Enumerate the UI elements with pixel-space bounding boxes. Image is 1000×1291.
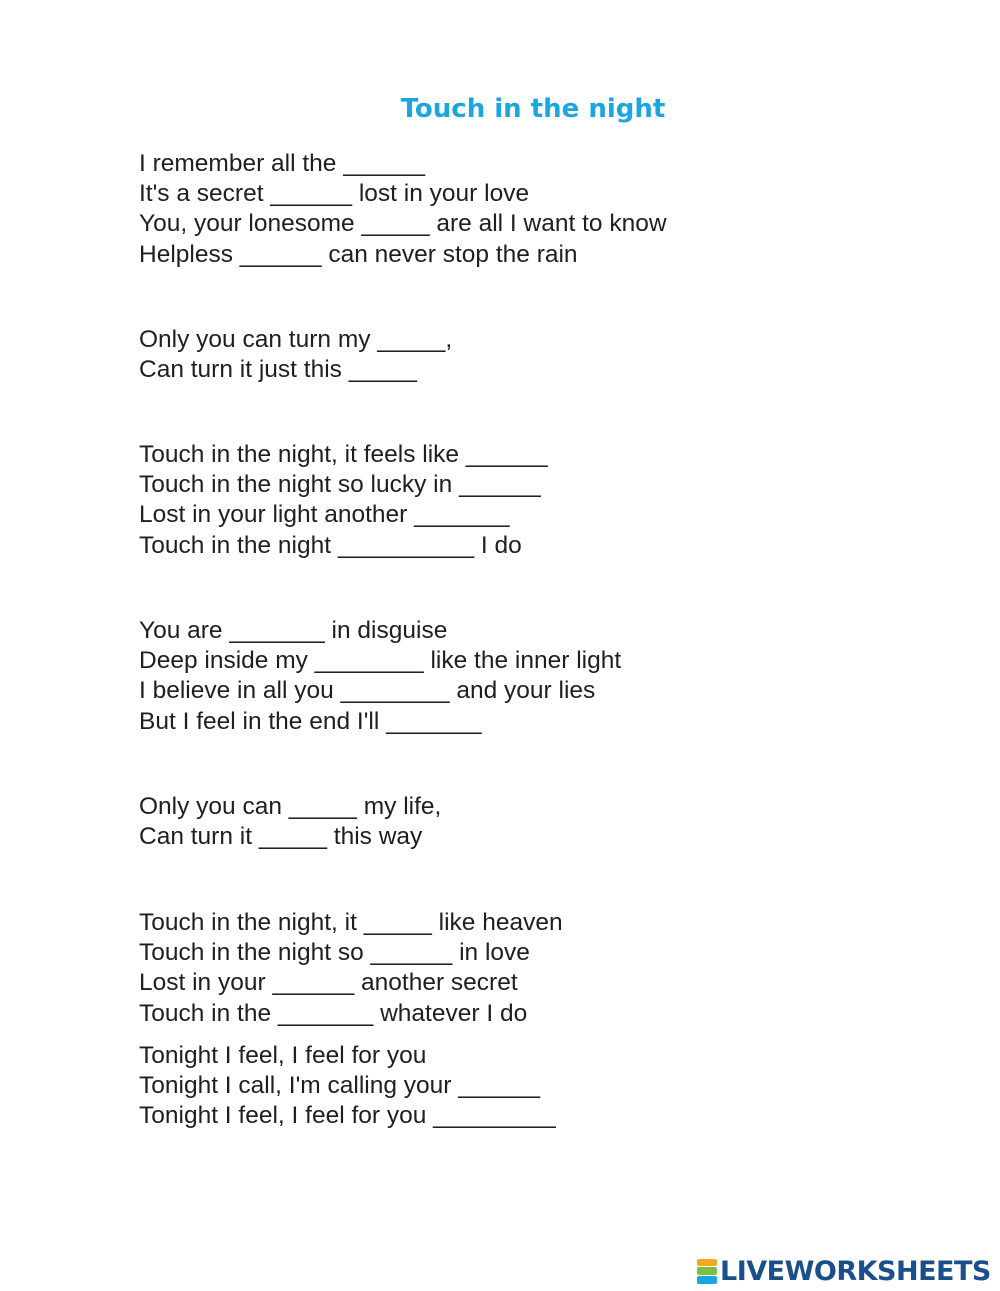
stanza-1 bbox=[139, 149, 667, 270]
lyric-line: You, your lonesome _____ are all I want to know bbox=[139, 210, 667, 238]
lyric-line: Helpless ______ can never stop the rain bbox=[139, 240, 578, 268]
lyric-line: Touch in the night __________ I do bbox=[139, 531, 522, 559]
lyric-line: Tonight I feel, I feel for you bbox=[139, 1042, 427, 1069]
lyric-line: Touch in the night so lucky in ______ bbox=[139, 471, 541, 499]
stanza-4 bbox=[139, 616, 621, 737]
lyric-line: Tonight I call, I'm calling your ______ bbox=[139, 1072, 540, 1100]
lyric-line: But I feel in the end I'll _______ bbox=[139, 707, 482, 735]
lyric-line: Lost in your light another _______ bbox=[139, 501, 510, 529]
lyric-line: Can turn it _____ this way bbox=[139, 823, 423, 851]
lyric-line: I believe in all you ________ and your lies bbox=[139, 677, 596, 705]
liveworksheets-logo bbox=[697, 1256, 991, 1286]
lyric-line: You are _______ in disguise bbox=[139, 617, 448, 644]
lyric-line: Touch in the night so ______ in love bbox=[139, 939, 530, 967]
lyric-line: Only you can turn my _____, bbox=[139, 326, 453, 353]
stanza-7 bbox=[139, 1041, 556, 1132]
lyric-line: Tonight I feel, I feel for you _________ bbox=[139, 1102, 556, 1130]
lyric-line: Only you can _____ my life, bbox=[139, 793, 442, 820]
lyric-line: Deep inside my ________ like the inner light bbox=[139, 647, 622, 675]
logo-brand-text: LIVEWORKSHEETS bbox=[720, 1255, 991, 1287]
lyric-line: Touch in the night, it _____ like heaven bbox=[139, 909, 563, 936]
worksheet-title: Touch in the night bbox=[400, 94, 666, 124]
stanza-3 bbox=[139, 440, 548, 561]
lyric-line: I remember all the ______ bbox=[139, 150, 425, 177]
lyric-line: Touch in the night, it feels like ______ bbox=[139, 441, 548, 468]
lyric-line: It's a secret ______ lost in your love bbox=[139, 180, 530, 208]
stanza-6 bbox=[139, 908, 563, 1029]
liveworksheets-badge-icon bbox=[697, 1258, 717, 1284]
stanza-5 bbox=[139, 792, 441, 852]
lyric-line: Lost in your ______ another secret bbox=[139, 969, 518, 997]
stanza-2 bbox=[139, 325, 452, 385]
lyric-line: Touch in the _______ whatever I do bbox=[139, 999, 528, 1027]
lyric-line: Can turn it just this _____ bbox=[139, 356, 417, 384]
